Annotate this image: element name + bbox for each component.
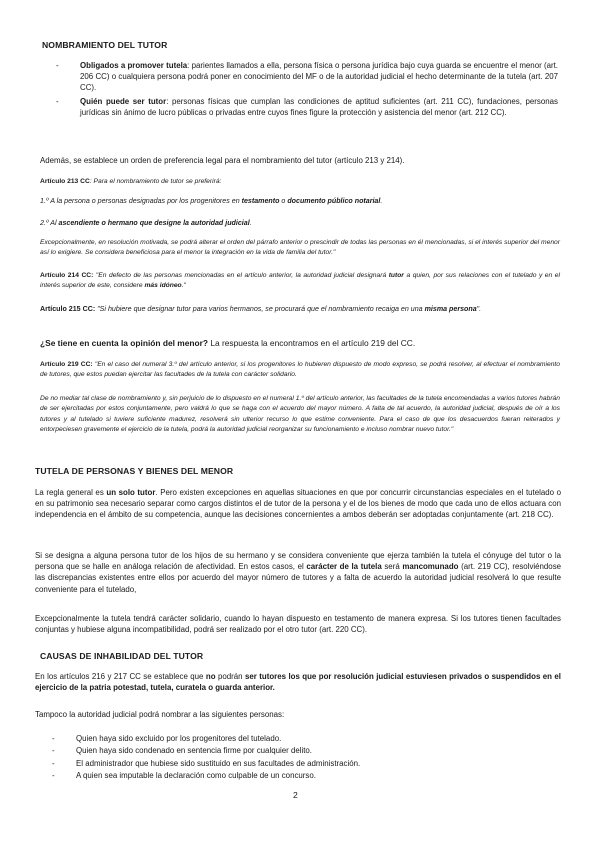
art213-item-2: 2.º Al ascendiente o hermano que designe la autoridad judicial.: [40, 219, 252, 227]
list-item: - Quien haya sido excluido por los progenitores del tutelado.: [76, 733, 556, 745]
bullet-quien-puede: - Quién puede ser tutor: personas físicas que cumplan las condiciones de aptitud suficientes (art. 211 CC), fundaciones, personas jurídicas sin ánimo de lucro públicas o privadas entre cuyos fines figure la protección y asistencia del menor (art. 212 CC).: [80, 96, 558, 118]
tutela-paragraph-1: La regla general es un solo tutor. Pero existen excepciones en aquellas situaciones en que por concurrir circunstancias especiales en el tutelado o en su patrimonio sea necesario separar como cargos distintos el de tutor de la persona y el de los bienes de modo que cada uno de ellos actuara con independencia en el ámbito de su competencia, aunque las decisiones concernientes a ambos deberán ser adoptadas conjuntamente (art. 218 CC).: [35, 488, 562, 520]
list-item: - Quien haya sido condenado en sentencia firme por cualquier delito.: [76, 745, 556, 757]
page-number: 2: [293, 790, 298, 800]
tutela-paragraph-2: Si se designa a alguna persona tutor de los hijos de su hermano y se considera conveniente que ejerza también la tutela el cónyuge del tutor o la persona que se halle en análoga relación de afectividad. En estos casos, el carácter de la tutela será mancomunado (art. 219 CC), resolviéndose las discrepancias existentes entre ellos por acuerdo del mayor número de tutores y a falta de acuerdo la autoridad judicial resolverá lo que resulte conveniente para el tutelado,: [35, 551, 562, 594]
art214-paragraph: Artículo 214 CC: "En defecto de las personas mencionadas en el artículo anterior, la autoridad judicial designará tutor a quien, por sus relaciones con el tutelado y en el interés superior de este, considere más idóneo.": [40, 272, 560, 290]
section-heading-nombramiento: NOMBRAMIENTO DEL TUTOR: [42, 40, 168, 50]
inhabilidad-paragraph-2: Tampoco la autoridad judicial podrá nombrar a las siguientes personas:: [35, 710, 285, 719]
art213-intro: Artículo 213 CC: Para el nombramiento de tutor se preferirá:: [40, 178, 222, 185]
art213-item-1: 1.º A la persona o personas designadas por los progenitores en testamento o documento público notarial.: [40, 197, 383, 205]
question-opinion-menor: ¿Se tiene en cuenta la opinión del menor? La respuesta la encontramos en el artículo 219 del CC.: [40, 338, 416, 348]
art213-exception: Excepcionalmente, en resolución motivada, se podrá alterar el orden del párrafo anterior o prescindir de todas las personas en él mencionadas, si el interés superior del menor así lo exigiere. Se considera beneficiosa para el menor la integración en la vida de familia del tutor.": [40, 239, 560, 257]
section-heading-tutela-personas-bienes: TUTELA DE PERSONAS Y BIENES DEL MENOR: [35, 466, 234, 476]
inhabilidad-paragraph-1: En los artículos 216 y 217 CC se establece que no podrán ser tutores los que por resolución judicial estuviesen privados o suspendidos en el ejercicio de la patria potestad, tutela, curatela o guarda anterior.: [35, 672, 561, 693]
preference-paragraph: Además, se establece un orden de preferencia legal para el nombramiento del tutor (artículo 213 y 214).: [40, 156, 405, 165]
bullet-obligados: - Obligados a promover tutela: parientes llamados a ella, persona física o persona jurídica bajo cuya guarda se encuentre el menor (art. 206 CC) o cualquiera persona podrá poner en conocimiento del MF o de la autoridad judicial el hecho determinante de la tutela (art. 207 CC).: [80, 60, 558, 94]
art219-paragraph: Artículo 219 CC: "En el caso del numeral 3.º del artículo anterior, si los progenitores lo hubieren dispuesto de modo expreso, se podrá resolver, al efectuar el nombramiento de tutores, que estos puedan ejercitar las facultades de la tutela con carácter solidario.: [40, 361, 560, 379]
list-item: - El administrador que hubiese sido sustituido en sus facultades de administración.: [76, 758, 556, 770]
art215-paragraph: Artículo 215 CC: "Si hubiere que designar tutor para varios hermanos, se procurará que el nombramiento recaiga en una misma persona".: [40, 305, 482, 313]
inhabilidad-list: [76, 733, 556, 783]
tutela-paragraph-3: Excepcionalmente la tutela tendrá carácter solidario, cuando lo hayan dispuesto en testamento de manera expresa. Si los tutores tienen facultades conjuntas y hubiese alguna incompatibilidad, podrá ser realizado por el otro tutor (art. 220 CC).: [35, 614, 561, 635]
art219-continuation: De no mediar tal clase de nombramiento y, sin perjuicio de lo dispuesto en el numeral 1.º del artículo anterior, las facultades de la tutela encomendadas a varios tutores habrán de ser ejercitadas por estos conjuntamente, pero valdrá lo que se haga con el acuerdo del mayor número. A falta de tal acuerdo, la autoridad judicial, después de oír a los tutores y al tutelado si tuviere suficiente madurez, resolverá sin ulterior recurso lo que estime conveniente. Para el caso de que los desacuerdos fueran reiterados y entorpeciesen gravemente el ejercicio de la tutela, podrá la autoridad judicial reorganizar su funcionamiento e incluso nombrar nuevo tutor.": [40, 395, 560, 433]
list-item: - A quien sea imputable la declaración como culpable de un concurso.: [76, 770, 556, 782]
bullet-list-promotores: [80, 60, 558, 118]
section-heading-inhabilidad: CAUSAS DE INHABILIDAD DEL TUTOR: [40, 651, 204, 661]
